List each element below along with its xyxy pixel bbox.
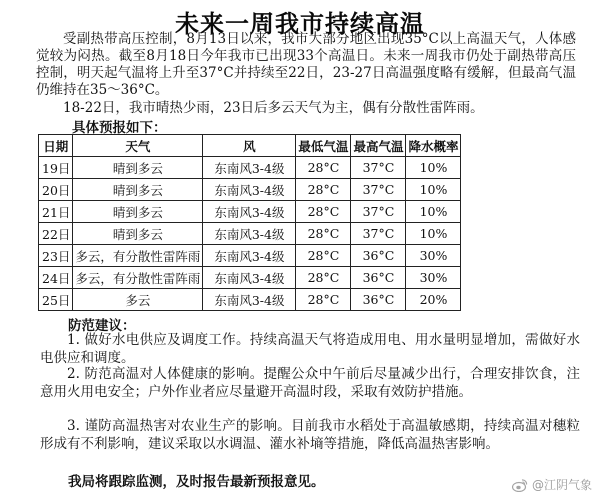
cell-date: 20日 <box>39 179 73 201</box>
watermark-text: @江阴气象 <box>531 478 592 492</box>
cell-date: 19日 <box>39 157 73 179</box>
cell-high: 37°C <box>351 179 406 201</box>
intro-paragraph: 受副热带高压控制，8月13日以来，我市大部分地区出现35°C以上高温天气，人体感觉较为闷热。截至8月18日今年我市已出现33个高温日。未来一周我市仍处于副热带高压控制，明天起气温将上升至37°C并持续至22日，23-27日高温强度略有缓解，但最高气温仍维持在35～36°C。 <box>36 31 576 98</box>
cell-precip: 10% <box>406 179 461 201</box>
cell-low: 28°C <box>296 267 351 289</box>
cell-weather: 多云 <box>73 289 203 311</box>
cell-wind: 东南风3-4级 <box>203 289 296 311</box>
column-header-precip: 降水概率 <box>406 135 461 157</box>
table-row <box>39 179 461 201</box>
cell-date: 23日 <box>39 245 73 267</box>
table-row <box>39 201 461 223</box>
page-title: 未来一周我市持续高温 <box>175 10 425 38</box>
column-header-weather: 天气 <box>73 135 203 157</box>
cell-high: 36°C <box>351 267 406 289</box>
weibo-logo-icon <box>512 478 528 492</box>
measure-item: 1. 做好水电供应及调度工作。持续高温天气将造成用电、用水量明显增加，需做好水电供应和调度。 <box>40 332 580 366</box>
cell-low: 28°C <box>296 289 351 311</box>
measures-heading: 防范建议： <box>68 318 136 334</box>
cell-low: 28°C <box>296 157 351 179</box>
column-header-wind: 风 <box>203 135 296 157</box>
forecast-heading: 具体预报如下： <box>72 120 167 136</box>
table-header-row <box>39 135 461 157</box>
cell-high: 37°C <box>351 223 406 245</box>
column-header-low: 最低气温 <box>296 135 351 157</box>
cell-weather: 晴到多云 <box>73 157 203 179</box>
cell-date: 22日 <box>39 223 73 245</box>
cell-weather: 晴到多云 <box>73 201 203 223</box>
cell-weather: 多云，有分散性雷阵雨 <box>73 267 203 289</box>
cell-date: 24日 <box>39 267 73 289</box>
cell-wind: 东南风3-4级 <box>203 267 296 289</box>
cell-wind: 东南风3-4级 <box>203 245 296 267</box>
table-row <box>39 245 461 267</box>
cell-wind: 东南风3-4级 <box>203 201 296 223</box>
cell-low: 28°C <box>296 179 351 201</box>
measure-item: 2. 防范高温对人体健康的影响。提醒公众中午前后尽量减少出行，合理安排饮食，注意用火用电安全；户外作业者应尽量避开高温时段，采取有效防护措施。 <box>40 366 580 400</box>
table-row <box>39 223 461 245</box>
outlook-paragraph: 18-22日，我市晴热少雨，23日后多云天气为主，偶有分散性雷阵雨。 <box>63 100 484 116</box>
cell-precip: 10% <box>406 223 461 245</box>
cell-low: 28°C <box>296 223 351 245</box>
cell-precip: 20% <box>406 289 461 311</box>
watermark <box>512 476 592 493</box>
cell-precip: 30% <box>406 267 461 289</box>
cell-precip: 10% <box>406 157 461 179</box>
cell-date: 25日 <box>39 289 73 311</box>
cell-date: 21日 <box>39 201 73 223</box>
measure-item: 3. 谨防高温热害对农业生产的影响。目前我市水稻处于高温敏感期，持续高温对穗粒形成有不利影响，建议采取以水调温、灌水补墒等措施，降低高温热害影响。 <box>40 418 580 452</box>
column-header-high: 最高气温 <box>351 135 406 157</box>
cell-weather: 多云，有分散性雷阵雨 <box>73 245 203 267</box>
cell-wind: 东南风3-4级 <box>203 157 296 179</box>
cell-high: 36°C <box>351 289 406 311</box>
cell-precip: 10% <box>406 201 461 223</box>
closing-statement: 我局将跟踪监测，及时报告最新预报意见。 <box>68 474 325 490</box>
table-row <box>39 289 461 311</box>
table-row <box>39 157 461 179</box>
forecast-table <box>38 134 461 311</box>
cell-wind: 东南风3-4级 <box>203 223 296 245</box>
cell-weather: 晴到多云 <box>73 223 203 245</box>
cell-precip: 30% <box>406 245 461 267</box>
table-row <box>39 267 461 289</box>
cell-low: 28°C <box>296 201 351 223</box>
cell-high: 37°C <box>351 201 406 223</box>
cell-high: 37°C <box>351 157 406 179</box>
column-header-date: 日期 <box>39 135 73 157</box>
cell-wind: 东南风3-4级 <box>203 179 296 201</box>
cell-weather: 晴到多云 <box>73 179 203 201</box>
cell-high: 36°C <box>351 245 406 267</box>
cell-low: 28°C <box>296 245 351 267</box>
